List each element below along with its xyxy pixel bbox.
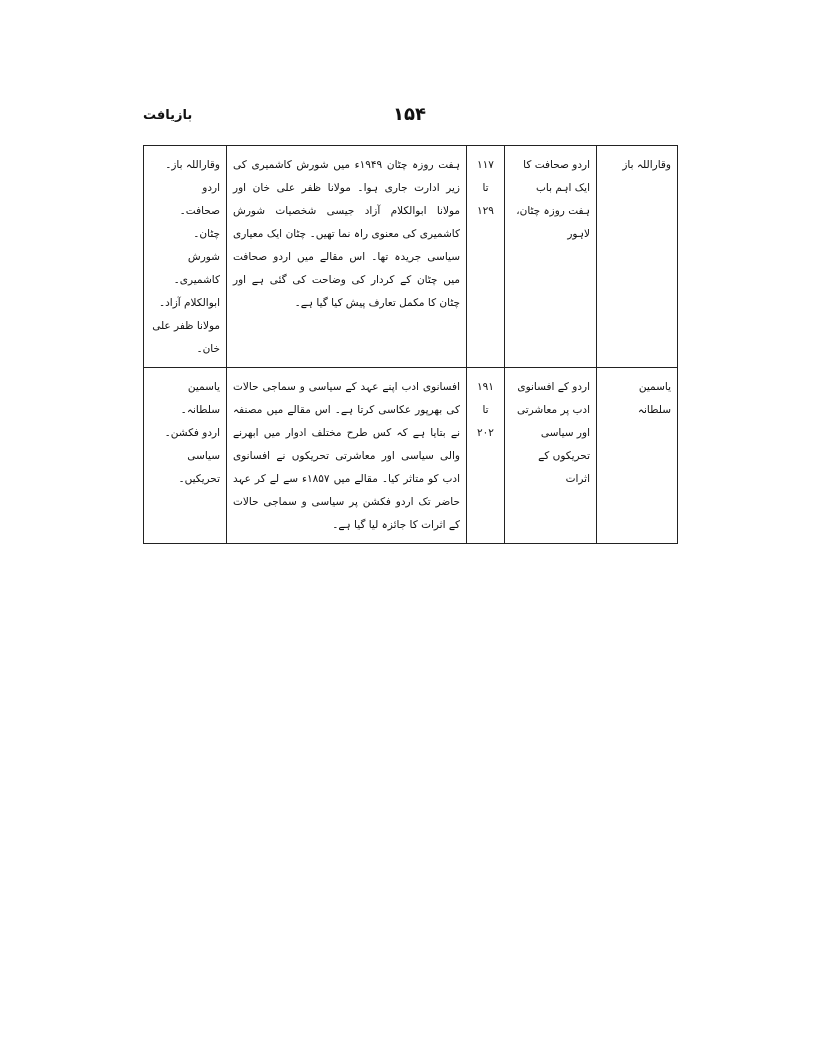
- table-row: [144, 368, 678, 544]
- page-start: ۱۹۱: [477, 381, 494, 393]
- keyword: یاسمین سلطانہ۔: [180, 381, 220, 416]
- page-header: [143, 104, 676, 128]
- keyword: وقاراللہ باز۔ اردو: [165, 159, 220, 194]
- author-cell: وقاراللہ باز: [597, 146, 678, 368]
- summary-cell: افسانوی ادب اپنے عہد کے سیاسی و سماجی حالات کی بھرپور عکاسی کرتا ہے۔ اس مقالے میں مصنفہ نے بتایا ہے کہ کس طرح مختلف ادوار میں ابھرنے والی سیاسی اور معاشرتی تحریکوں نے افسانوی ادب کو متاثر کیا۔ مقالے میں ۱۸۵۷ء سے لے کر عہد حاضر تک اردو فکشن پر سیاسی و سماجی حالات کے اثرات کا جائزہ لیا گیا ہے۔: [227, 368, 467, 544]
- keyword: شورش کاشمیری۔: [173, 251, 220, 286]
- pages-cell: [467, 146, 505, 368]
- page-start: ۱۱۷: [477, 159, 494, 171]
- keyword: صحافت۔ چٹان۔: [179, 205, 220, 240]
- keyword: سیاسی تحریکیں۔: [178, 450, 220, 485]
- page-range-separator: تا: [482, 404, 489, 416]
- table-row: [144, 146, 678, 368]
- keywords-cell: [144, 368, 227, 544]
- records-table: [143, 145, 678, 544]
- keywords-cell: [144, 146, 227, 368]
- page-end: ۱۲۹: [477, 205, 494, 217]
- keyword: ابوالکلام آزاد۔: [158, 297, 220, 309]
- keyword: خان۔: [196, 343, 220, 355]
- title-cell: اردو صحافت کا ایک اہم باب ہفت روزہ چٹان، لاہور: [505, 146, 597, 368]
- page-end: ۲۰۲: [477, 427, 494, 439]
- page-range-separator: تا: [482, 182, 489, 194]
- keyword: مولانا ظفر علی: [152, 320, 220, 332]
- title-cell: اردو کے افسانوی ادب پر معاشرتی اور سیاسی تحریکوں کے اثرات: [505, 368, 597, 544]
- summary-cell: ہفت روزہ چٹان ۱۹۴۹ء میں شورش کاشمیری کی زیر ادارت جاری ہوا۔ مولانا ظفر علی خان اور مولانا ابوالکلام آزاد جیسی شخصیات شورش کاشمیری کی معنوی راہ نما تھیں۔ چٹان ایک معیاری سیاسی جریدہ تھا۔ اس مقالے میں اردو صحافت میں چٹان کے کردار کی وضاحت کی گئی ہے اور چٹان کا مکمل تعارف پیش کیا گیا ہے۔: [227, 146, 467, 368]
- pages-cell: [467, 368, 505, 544]
- page-number: ۱۵۴: [393, 104, 426, 125]
- keyword: اردو فکشن۔: [164, 427, 220, 439]
- author-cell: یاسمین سلطانہ: [597, 368, 678, 544]
- running-title: بازیافت: [143, 108, 193, 123]
